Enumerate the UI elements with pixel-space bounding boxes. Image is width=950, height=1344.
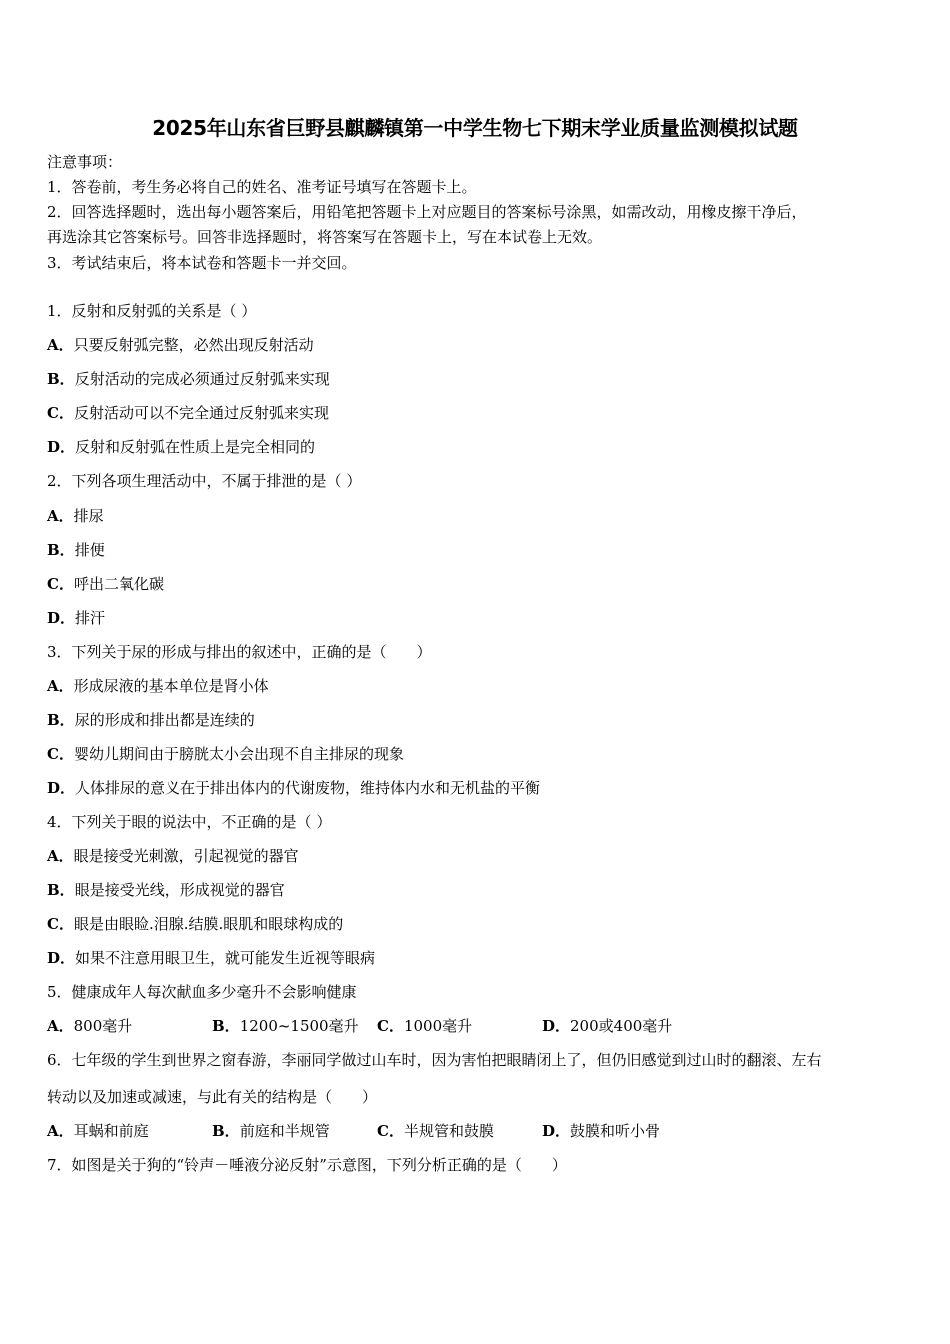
question-4-option-a xyxy=(47,846,299,866)
option-text: 鼓膜和听小骨 xyxy=(570,1122,661,1140)
option-label: C． xyxy=(377,1122,404,1140)
option-label: B． xyxy=(47,370,75,388)
option-text: 如果不注意用眼卫生，就可能发生近视等眼病 xyxy=(75,949,376,967)
question-5-option-c xyxy=(377,1016,472,1036)
option-label: A． xyxy=(47,1017,74,1035)
option-text: 反射活动可以不完全通过反射弧来实现 xyxy=(73,404,329,422)
question-4-stem: 4．下列关于眼的说法中，不正确的是（ ） xyxy=(47,813,332,831)
question-6-stem: 6．七年级的学生到世界之窗春游，李丽同学做过山车时，因为害怕把眼睛闭上了，但仍旧感觉到过山时的翻滚、左右 xyxy=(47,1051,822,1069)
question-5-option-b xyxy=(212,1016,359,1036)
option-label: A． xyxy=(47,677,74,695)
question-4-option-b xyxy=(47,880,285,900)
question-3-option-c xyxy=(47,744,404,764)
question-7-stem: 7．如图是关于狗的“铃声－唾液分泌反射”示意图，下列分析正确的是（ ） xyxy=(47,1156,567,1174)
question-1-option-d xyxy=(47,437,315,457)
option-text: 1000毫升 xyxy=(403,1017,473,1035)
question-4-option-c xyxy=(47,914,343,934)
notice-item-3: 3．考试结束后，将本试卷和答题卡一并交回。 xyxy=(47,254,357,272)
option-label: A． xyxy=(47,507,74,525)
option-label: D． xyxy=(47,438,76,456)
option-label: B． xyxy=(212,1122,240,1140)
question-5-stem: 5．健康成年人每次献血多少毫升不会影响健康 xyxy=(47,983,357,1001)
notice-header: 注意事项： xyxy=(47,153,123,171)
option-text: 800毫升 xyxy=(73,1017,133,1035)
question-6-stem-cont: 转动以及加速或减速，与此有关的结构是（ ） xyxy=(47,1088,378,1106)
question-1-stem: 1．反射和反射弧的关系是（ ） xyxy=(47,302,257,320)
option-label: D． xyxy=(47,949,76,967)
option-text: 眼是接受光刺激，引起视觉的器官 xyxy=(73,847,299,865)
question-1-option-a xyxy=(47,335,314,355)
option-text: 呼出二氧化碳 xyxy=(73,575,164,593)
question-3-option-a xyxy=(47,676,269,696)
option-text: 反射活动的完成必须通过反射弧来实现 xyxy=(74,370,330,388)
question-2-option-b xyxy=(47,540,105,560)
option-text: 婴幼儿期间由于膀胱太小会出现不自主排尿的现象 xyxy=(73,745,404,763)
option-label: D． xyxy=(542,1122,571,1140)
question-5-option-d xyxy=(542,1016,672,1036)
option-label: C． xyxy=(377,1017,404,1035)
option-text: 尿的形成和排出都是连续的 xyxy=(74,711,255,729)
option-label: D． xyxy=(47,609,76,627)
option-text: 只要反射弧完整，必然出现反射活动 xyxy=(73,336,314,354)
question-6-option-b xyxy=(212,1121,330,1141)
option-text: 形成尿液的基本单位是肾小体 xyxy=(73,677,269,695)
question-2-option-c xyxy=(47,574,164,594)
option-label: B． xyxy=(47,881,75,899)
question-5-option-a xyxy=(47,1016,132,1036)
option-text: 前庭和半规管 xyxy=(239,1122,330,1140)
notice-item-2: 2．回答选择题时，选出每小题答案后，用铅笔把答题卡上对应题目的答案标号涂黑，如需改动，用橡皮擦干净后， xyxy=(47,203,807,221)
option-label: A． xyxy=(47,1122,74,1140)
option-text: 眼是接受光线，形成视觉的器官 xyxy=(74,881,285,899)
option-label: B． xyxy=(47,711,75,729)
page-title: 2025年山东省巨野县麒麟镇第一中学生物七下期末学业质量监测模拟试题 xyxy=(152,116,798,140)
option-text: 耳蜗和前庭 xyxy=(73,1122,149,1140)
option-label: B． xyxy=(47,541,75,559)
option-label: A． xyxy=(47,847,74,865)
option-text: 排便 xyxy=(74,541,105,559)
question-2-option-d xyxy=(47,608,105,628)
question-1-option-c xyxy=(47,403,329,423)
option-text: 眼是由眼睑.泪腺.结膜.眼肌和眼球构成的 xyxy=(73,915,344,933)
question-1-option-b xyxy=(47,369,330,389)
option-text: 1200~1500毫升 xyxy=(239,1017,359,1035)
option-text: 排汗 xyxy=(75,609,106,627)
option-label: C． xyxy=(47,575,74,593)
option-label: B． xyxy=(212,1017,240,1035)
option-label: C． xyxy=(47,404,74,422)
question-3-stem: 3．下列关于尿的形成与排出的叙述中，正确的是（ ） xyxy=(47,643,432,661)
question-6-option-c xyxy=(377,1121,494,1141)
question-4-option-d xyxy=(47,948,375,968)
option-label: A． xyxy=(47,336,74,354)
option-label: C． xyxy=(47,915,74,933)
option-label: D． xyxy=(542,1017,571,1035)
option-text: 200或400毫升 xyxy=(570,1017,673,1035)
option-text: 半规管和鼓膜 xyxy=(403,1122,494,1140)
option-label: C． xyxy=(47,745,74,763)
question-3-option-d xyxy=(47,778,540,798)
question-2-option-a xyxy=(47,506,104,526)
option-text: 排尿 xyxy=(73,507,104,525)
notice-item-1: 1．答卷前，考生务必将自己的姓名、准考证号填写在答题卡上。 xyxy=(47,178,477,196)
option-text: 人体排尿的意义在于排出体内的代谢废物，维持体内水和无机盐的平衡 xyxy=(75,779,541,797)
question-2-stem: 2．下列各项生理活动中，不属于排泄的是（ ） xyxy=(47,472,362,490)
question-6-option-a xyxy=(47,1121,149,1141)
question-3-option-b xyxy=(47,710,255,730)
option-text: 反射和反射弧在性质上是完全相同的 xyxy=(75,438,316,456)
option-label: D． xyxy=(47,779,76,797)
question-6-option-d xyxy=(542,1121,660,1141)
notice-item-2-cont: 再选涂其它答案标号。回答非选择题时，将答案写在答题卡上，写在本试卷上无效。 xyxy=(47,228,603,246)
